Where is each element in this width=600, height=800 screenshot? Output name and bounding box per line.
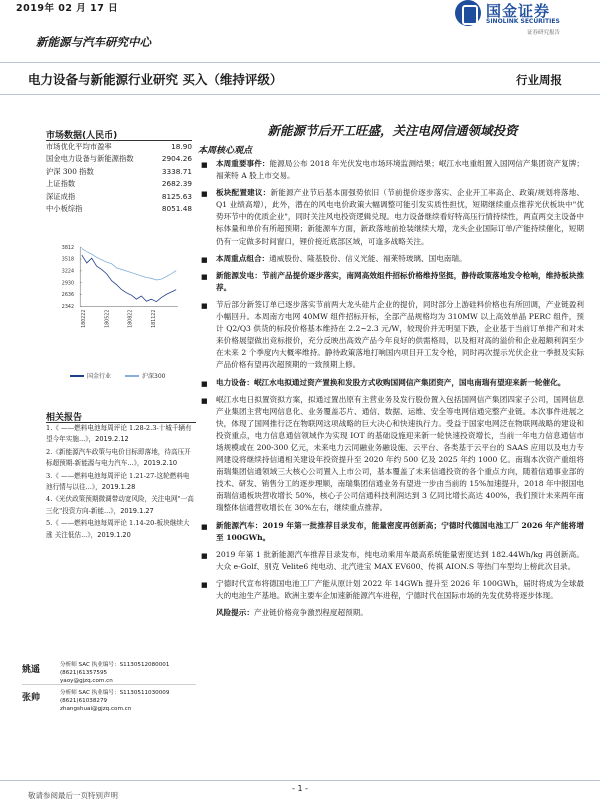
related-report-item[interactable] [46,471,196,494]
related-report-date: 2019.2.12 [95,435,129,444]
logo-en-text: SINOLINK SECURITIES [486,18,560,25]
market-value: 8051.48 [161,203,192,213]
paragraph-grid-heading [198,377,584,389]
para-lead: 板块配置建议： [216,188,271,198]
related-report-text: 2.《新能源汽车政策与电价目标即落地，待高压开标超预期-新能源与电力汽车...》， [46,447,191,468]
logo-mark-icon [455,0,481,26]
paragraph-allocation [198,187,584,247]
header-divider [0,62,600,63]
legend-swatch [70,375,84,377]
para-lead: 新能源发电：节前产品提价逐步落实，南网高效组件招标价格维持坚挺，静待政策落地发令枪响，维持板块推荐。 [216,270,584,292]
market-label: 深证成指 [46,191,76,201]
bullet-icon: ■ [201,551,208,560]
related-report-item[interactable] [46,447,196,470]
para-text: 能源局公布 2018 年光伏发电市场环境监测结果；岷江水电重组置入国网信产集团资产复牌；福莱特 A 股上市交易。 [216,159,584,181]
y-tick-label: 3224 [61,269,75,275]
market-label: 国金电力设备与新能源指数 [46,154,134,164]
para-text: 岷江水电日拟置资拟方案，拟通过置出原有主营业务及发行股份置入包括国网信产集团四家子公司，国网信息产业集团主营电网信息化、业务覆盖芯片、通信、数据、运维、安全等电网信通完整产业链。本次事件进展之快，体现了国网推行泛在物联网这项战略的巨大决心和快速执行力。受益于国家电网泛在物联网战略的建设和投资重点，电力信息通信领域作为实现 IOT 的基础设施迎来新一轮快速投资增长，当前一年电力信息通信市场规模或在 200-300 亿元，未来电力云同融业务融设施、云平台、各类基于云平台的 SAAS 应用以及电力专网建设将继续持信通相关建设年投资提升至 2020 年约 500 亿及 2025 年约 1000 亿。南瑞本次资产重组将南瑞集团信通领域三大核心公司置入上市公司，基本覆盖了未来信通投资的各个重点方向，随着信通事业部的技术、研发、销售分工的逐步理顺，南瑞集团信通业务有望进一步由当前的 15%加速提升，2018 年中报国电南瑞信通板块营收增长 50%，核心子公司信通科技利润达到 3 亿同比增长高达 400%，我们预计未来两年南瑞整体信通营收增长在 30%左右，继续重点推荐。 [216,394,584,513]
legend-label: 国金行业 [87,373,112,380]
sinolink-logo [455,0,585,40]
y-tick-label: 2342 [61,305,75,310]
para-text: 通威股份、隆基股份、信义光能、福莱特玻璃、国电南瑞。 [269,253,467,263]
bullet-icon: ■ [201,379,208,388]
market-value: 18.90 [171,142,192,151]
bullet-icon: ■ [201,255,208,264]
analyst-divider [22,684,196,685]
index-line-chart [46,244,196,344]
analyst-cert: 分析师 SAC 执业编号：S1130512080001 [60,662,170,668]
market-row [46,153,192,165]
para-text: 产业链价格竞争激烈程度超预期。 [253,608,368,618]
research-center: 新能源与汽车研究中心 [36,35,151,49]
analyst-phone: (8621)61357595 [60,670,108,676]
series-line-1 [82,248,176,279]
related-report-text: 5.《 ——燃料电池每周评论 1.14-20-板块继续大涨 关注低估...》， [46,519,190,539]
report-type-rating: 电力设备与新能源行业研究 买入（维持评级） [28,72,283,87]
bullet-icon: ■ [201,161,208,169]
y-tick-label: 2930 [61,281,75,287]
x-tick-label: 181122 [151,309,157,328]
para-lead: 风险提示： [216,608,254,618]
market-value: 3338.71 [161,166,192,176]
market-row [46,191,192,203]
market-row [46,141,192,153]
analyst-email[interactable]: zhangshuai@gjzq.com.cn [60,706,132,712]
para-lead: 电力设备：岷江水电拟通过资产置换和发股方式收购国网信产集团资产，国电南瑞有望迎来新一轮催化。 [216,377,566,387]
market-label: 上证指数 [46,179,76,189]
paragraph-risk [198,607,584,619]
header-divider-2 [0,94,600,95]
para-text: 2019 年第 1 批新能源汽车推荐目录发布，纯电动乘用车最高系统能量密度达到 182.44Wh/kg 再创新高。大众 e-Golf、别克 Velite6 纯电动、北汽进宝 MAX EV600、传祺 AION.S 等热门车型均上榜此次目录。 [216,549,584,571]
bullet-icon: ■ [201,580,208,589]
para-text: 节后部分新签订单已逐步落实节前两大龙头硅片企业的提价，同时部分上游硅料价格也有所回调，产业链盈利小幅回升。本周南方电网 40MW 组件招标开标，全部产品规格均为 310MW 以上高效单晶 PERC 组件，预计 Q2/Q3 供货的标段价格基本维持在 2.2~2.3 元/W，较现价并无明显下跌，企业基于当前订单排产和对未来价格展望做出竞标报价，充分反映出高效产品今年良好的供需格局，以及相对高的溢价和企业超额利润至少在未来 2 个季度内大概率维持。静待政策落地打响国内项目开工发令枪，同时再次提示光伏企业一季报及实际产品价格有望再次超预期的一致预期上修。 [216,299,584,370]
bullet-icon: ■ [201,522,208,531]
page-number: - 1 - [292,784,308,793]
analyst-name: 姚遥 [22,665,41,675]
legend-label: 沪深300 [142,373,166,380]
related-report-item[interactable] [46,423,196,446]
disclaimer-note: 敬请参阅最后一页特别声明 [28,791,118,800]
y-tick-label: 3518 [61,257,75,263]
para-lead: 本周重要事件： [216,159,270,168]
chart-legend [70,371,210,380]
x-tick-label: 180822 [128,309,134,328]
core-view-heading: 本周核心观点 [198,146,253,156]
related-reports-list [46,422,196,542]
main-body [198,158,584,624]
bullet-icon: ■ [201,272,208,281]
market-value: 2682.39 [161,179,192,189]
y-tick-label: 2636 [61,293,75,299]
para-lead: 本周重点组合： [216,253,270,263]
market-row [46,178,192,190]
market-value: 2904.26 [161,154,192,164]
x-tick-label: 180222 [82,309,87,328]
related-report-text: 3.《 ——燃料电池每周评论 1.21-27-这轮燃料电池行情与以往...》， [46,471,190,492]
legend-item [70,371,111,380]
market-row [46,166,192,178]
legend-item [125,371,165,380]
paragraph-grid-detail [198,394,584,515]
y-tick-label: 3812 [61,245,75,251]
related-reports-title: 相关报告 [46,413,83,423]
analyst-phone: (8621)61038279 [60,698,108,704]
analyst-email[interactable]: yaoy@gjzq.com.cn [60,678,113,684]
market-label: 中小板综指 [46,203,83,213]
market-row [46,203,192,215]
paragraph-ev-catalog [198,549,584,573]
market-label: 市场优化平均市盈率 [46,142,112,151]
market-data-table [46,140,192,215]
market-value: 8125.63 [161,191,192,201]
legend-swatch [125,375,139,377]
report-date: 2019年 02 月 17 日 [16,3,119,14]
paragraph-events [198,158,584,182]
related-report-date: 2019.1.20 [97,530,131,539]
footer-divider [0,780,600,781]
related-report-text: 1.《 ——燃料电池每周评论 1.28-2.3-十城千辆有望今年实施...》， [46,424,192,444]
bullet-icon: ■ [201,396,208,405]
logo-cn-text: 国金证券 [486,2,551,20]
market-label: 沪深 300 指数 [46,166,94,176]
bullet-icon: ■ [201,190,208,199]
analyst-cert: 分析师 SAC 执业编号：S1130511030009 [60,690,170,696]
market-data-title: 市场数据(人民币) [46,131,118,141]
related-report-date: 2019.1.28 [101,483,136,492]
report-kind: 行业周报 [516,73,562,87]
para-lead: 新能源汽车：2019 年第一批推荐目录发布，能量密度再创新高；宁德时代德国电池工厂 2026 年产能将增至 100GWh。 [216,520,584,542]
logo-slogan: 证券研究报告 [527,30,561,36]
related-report-date: 2019.1.27 [120,506,154,515]
paragraph-pv-detail [198,299,584,372]
x-tick-label: 180522 [105,309,111,328]
para-text: 新能源产业节后基本面强势依旧（节前提价逐步落实、企业开工率高企、政策/规划将落地、Q1 业绩高增），此外，潜在的风电电价政策大幅调整可能引发实质性担忧，短期继续重点推荐光伏板块中"优势环节中的优质企业"，同时关注风电投资逻辑兑现。电力设备继续看好特高压行情持续性，两直两交主设备中标体量和单价有所超预期；新能源车方面，新政落地前抢装继续大增，龙头企业国际订单/产能持续催化，短期仍有一定做多时间窗口，锂价接近底部区域，可逢多战略关注。 [216,188,585,246]
paragraph-pv-heading [198,270,584,294]
paragraph-portfolio [198,253,584,265]
related-report-item[interactable] [46,518,196,541]
para-text: 宁德时代宣布将德国电池工厂产能从原计划 2022 年 14GWh 提升至 2026 年 100GWh，届时将成为全球最大的电池生产基地。欧洲主要车企加速新能源汽车进程，宁德时代在国际市场的先发优势将逐步体现。 [216,578,584,600]
paragraph-ev-heading [198,520,584,544]
main-title: 新能源节后开工旺盛，关注电网信通领域投资 [267,123,518,138]
related-report-text: 4.《光伏政策预期微调带动宽风险，关注电网"一高三化"投资方向-新能...》， [46,495,194,515]
paragraph-catl [198,578,584,602]
related-report-item[interactable] [46,494,196,517]
related-report-date: 2019.2.10 [143,459,178,468]
analyst-name: 张帅 [22,693,41,703]
bullet-icon: ■ [201,301,208,310]
